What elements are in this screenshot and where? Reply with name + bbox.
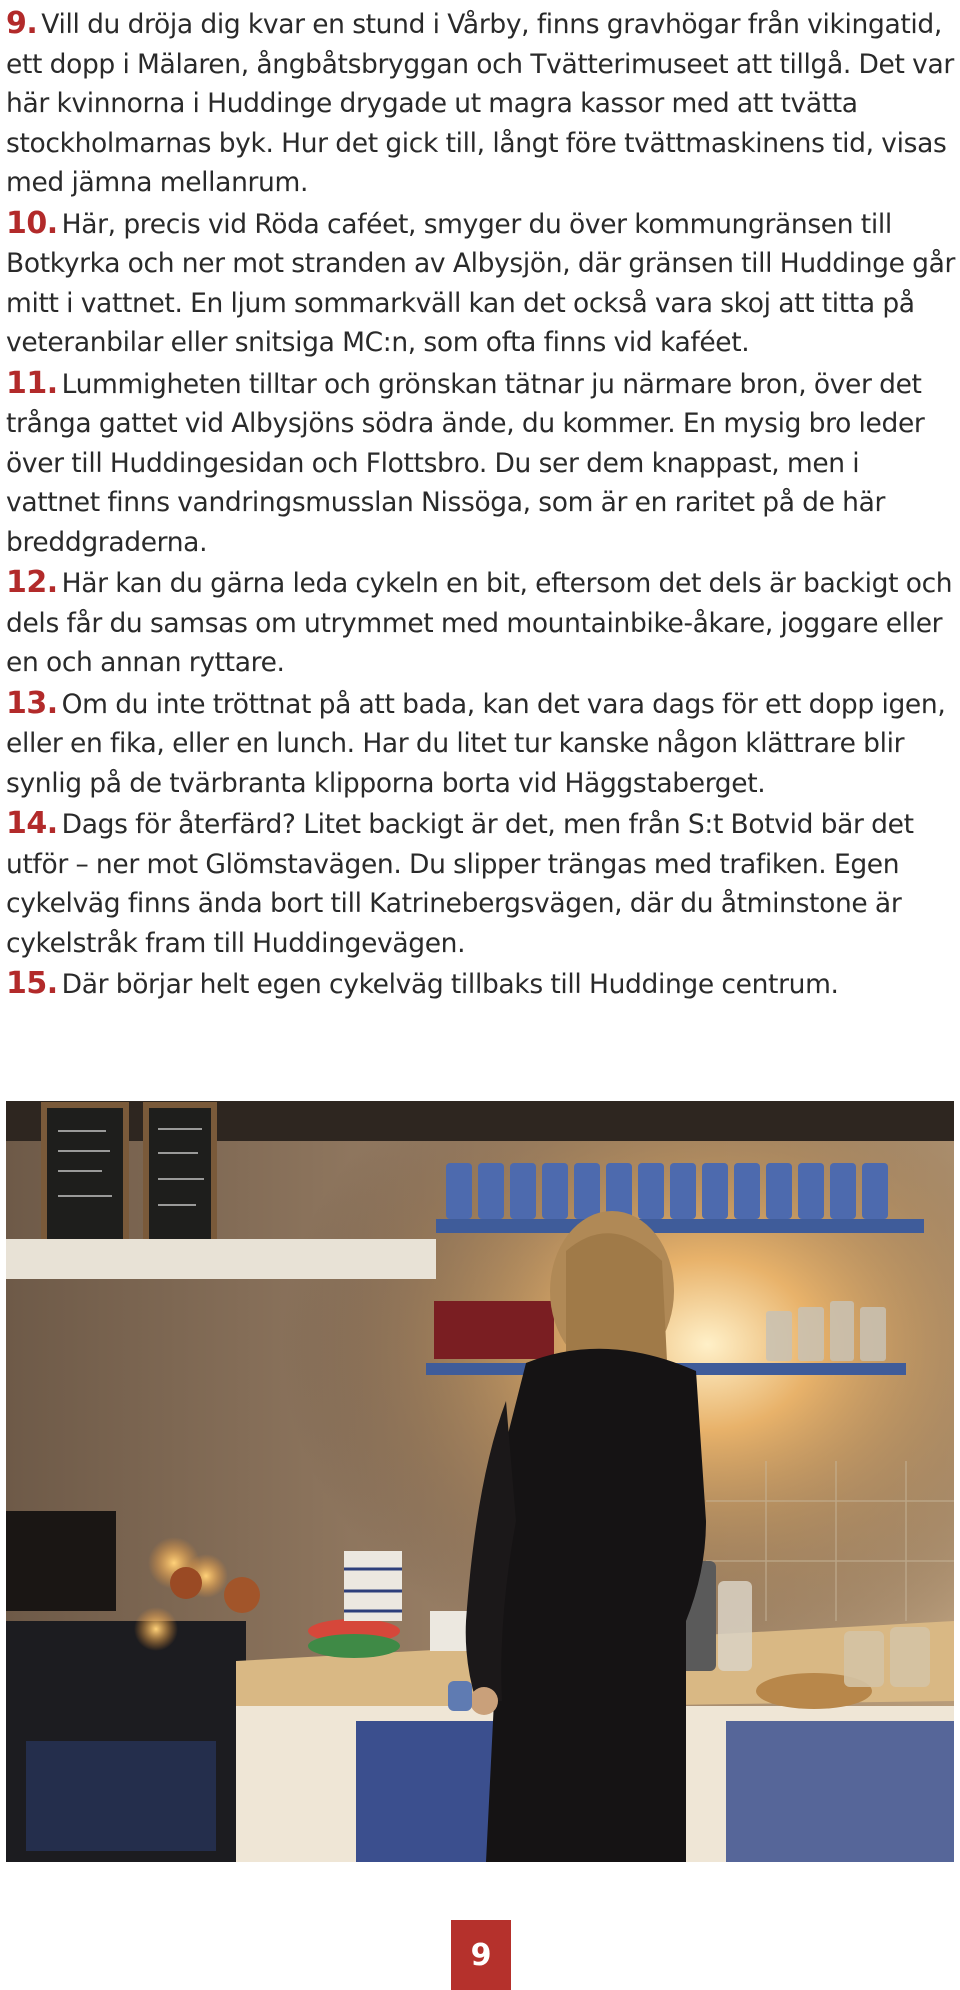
paragraph-text: Vill du dröja dig kvar en stund i Vårby, finns gravhögar från vikingatid, ett dopp i Mälaren, ångbåtsbryggan och Tvätterimuseet att tillgå. Det var här kvinnorna i Huddinge drygade ut magra kassor med att tvätta stockholmarnas byk. Hur det gick till, långt före tvättmaskinens tid, visas med jämna mellanrum. — [6, 9, 954, 198]
paragraph-15 — [6, 964, 956, 1005]
page-number-badge: 9 — [451, 1920, 511, 1990]
cafe-kitchen-photo — [6, 1101, 954, 1862]
paragraph-number: 15. — [6, 966, 58, 1001]
paragraph-number: 10. — [6, 205, 58, 241]
paragraph-text: Dags för återfärd? Litet backigt är det, men från S:t Botvid bär det utför – ner mot Glömstavägen. Du slipper trängas med trafiken. Egen cykelväg finns ända bort till Katrinebergsvägen, där du åtminstone är cykelstråk fram till Huddingevägen. — [6, 809, 914, 959]
photo-illustration — [6, 1101, 954, 1862]
paragraph-number: 13. — [6, 685, 58, 721]
paragraph-number: 14. — [6, 806, 58, 841]
paragraph-9 — [6, 4, 956, 203]
paragraph-number: 12. — [6, 565, 58, 600]
paragraph-text: Lummigheten tilltar och grönskan tätnar ju närmare bron, över det trånga gattet vid Albysjöns södra ände, du kommer. En mysig bro leder över till Huddingesidan och Flottsbro. Du ser dem knappast, men i vattnet finns vandringsmusslan Nissöga, som är en raritet på de här breddgraderna. — [6, 368, 925, 558]
paragraph-11 — [6, 364, 956, 563]
paragraph-12 — [6, 563, 956, 683]
paragraph-14 — [6, 804, 956, 963]
paragraph-13 — [6, 684, 956, 804]
paragraph-10 — [6, 204, 956, 363]
paragraph-text: Här kan du gärna leda cykeln en bit, eftersom det dels är backigt och dels får du samsas om utrymmet med mountainbike-åkare, joggare eller en och annan ryttare. — [6, 568, 953, 678]
paragraph-text: Här, precis vid Röda caféet, smyger du över kommungränsen till Botkyrka och ner mot stranden av Albysjön, där gränsen till Huddinge går mitt i vattnet. En ljum sommarkväll kan det också vara skoj att titta på veteranbilar eller snitsiga MC:n, som ofta finns vid kaféet. — [6, 208, 956, 358]
paragraph-text: Om du inte tröttnat på att bada, kan det vara dags för ett dopp igen, eller en fika, eller en lunch. Har du litet tur kanske någon klättrare blir synlig på de tvärbranta klipporna borta vid Häggstaberget. — [6, 688, 946, 799]
paragraph-text: Där börjar helt egen cykelväg tillbaks till Huddinge centrum. — [61, 969, 839, 1000]
paragraph-number: 9. — [6, 6, 38, 41]
paragraph-number: 11. — [6, 365, 58, 401]
article-body — [6, 4, 956, 1006]
